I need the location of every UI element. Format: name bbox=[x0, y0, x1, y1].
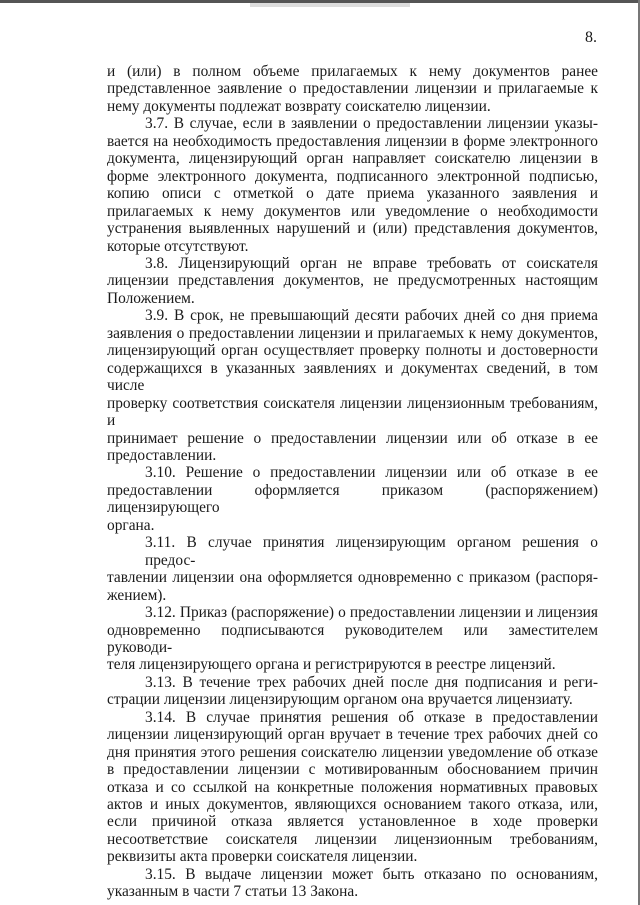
text-line: 3.9. В срок, не превышающий десяти рабочих дней со дня приема bbox=[145, 307, 598, 325]
paragraph bbox=[107, 63, 598, 115]
text-line: указанным в части 7 статьи 13 Закона. bbox=[107, 883, 359, 901]
text-line: проверку соответствия соискателя лицензии лицензионным требованиям, и bbox=[107, 394, 598, 430]
paragraph bbox=[107, 307, 598, 464]
text-line: которые отсутствуют. bbox=[107, 237, 249, 255]
text-line: 3.11. В случае принятия лицензирующим органом решения о предос- bbox=[145, 534, 598, 569]
text-line: органа. bbox=[107, 516, 155, 534]
text-line: теля лицензирующего органа и регистрируются в реестре лицензий. bbox=[107, 656, 556, 674]
text-line: копию описи с отметкой о дате приема указанного заявления и bbox=[107, 185, 598, 203]
scan-artifact bbox=[250, 3, 410, 7]
paragraph bbox=[107, 464, 598, 534]
text-line: 3.15. В выдаче лицензии может быть отказано по основаниям, bbox=[145, 865, 598, 883]
text-line: актов и иных документов, являющихся основанием такого отказа, или, bbox=[107, 796, 598, 814]
text-line: лицензирующий орган осуществляет проверку полноты и достоверности bbox=[107, 342, 598, 360]
text-line: форме электронного документа, подписанного электронной подписью, bbox=[107, 167, 598, 185]
text-line: принимает решение о предоставлении лицензии или об отказе в ее bbox=[107, 429, 598, 447]
text-line: устранения выявленных нарушений и (или) представления документов, bbox=[107, 220, 598, 238]
text-line: страции лицензии лицензирующим органом она вручается лицензиату. bbox=[107, 691, 573, 709]
text-line: вается на необходимость предоставления лицензии в форме электронного bbox=[107, 132, 598, 150]
text-line: 3.12. Приказ (распоряжение) о предоставлении лицензии и лицензия bbox=[145, 604, 598, 622]
text-line: одновременно подписываются руководителем или заместителем руководи- bbox=[107, 621, 598, 656]
text-line: в предоставлении лицензии с мотивированным обоснованием причин bbox=[107, 761, 598, 779]
paragraph bbox=[107, 604, 598, 674]
paragraph bbox=[107, 674, 598, 709]
text-line: 3.10. Решение о предоставлении лицензии или об отказе в ее bbox=[145, 464, 598, 482]
text-line: лицензии лицензирующий орган вручает в течение трех рабочих дней со bbox=[107, 726, 598, 744]
paragraph bbox=[107, 709, 598, 866]
text-line: нему документы подлежат возврату соискателю лицензии. bbox=[107, 97, 491, 115]
paragraph bbox=[107, 534, 598, 604]
text-line: лицензии представления документов, не предусмотренных настоящим bbox=[107, 272, 598, 290]
text-line: жением). bbox=[107, 586, 167, 604]
text-line: представленное заявление о предоставлении лицензии и прилагаемые к bbox=[107, 80, 598, 98]
text-line: отказа и со ссылкой на конкретные положения нормативных правовых bbox=[107, 778, 598, 796]
text-line: 3.14. В случае принятия решения об отказе в предоставлении bbox=[145, 708, 598, 726]
text-line: несоответствие соискателя лицензии лицензионным требованиям, bbox=[107, 830, 598, 848]
text-line: тавлении лицензии она оформляется одновременно с приказом (распоря- bbox=[107, 569, 598, 587]
text-line: если причиной отказа является установленное в ходе проверки bbox=[107, 813, 598, 831]
page-number: 8. bbox=[585, 29, 597, 46]
text-line: предоставлении оформляется приказом (распоряжением) лицензирующего bbox=[107, 481, 598, 517]
text-line: документа, лицензирующий орган направляет соискателю лицензии в bbox=[107, 150, 598, 168]
text-line: и (или) в полном объеме прилагаемых к нему документов ранее bbox=[107, 63, 598, 80]
text-line: Положением. bbox=[107, 289, 195, 307]
text-line: реквизиты акта проверки соискателя лицензии. bbox=[107, 848, 418, 866]
text-line: дня принятия этого решения соискателю лицензии уведомление об отказе bbox=[107, 743, 598, 761]
paragraph bbox=[107, 866, 598, 901]
text-line: заявления о предоставлении лицензии и прилагаемых к нему документов, bbox=[107, 324, 598, 342]
paragraph bbox=[107, 255, 598, 307]
text-line: прилагаемых к нему документов или уведомление о необходимости bbox=[107, 202, 598, 220]
paragraph bbox=[107, 115, 598, 255]
document-body bbox=[107, 63, 598, 901]
text-line: содержащихся в указанных заявлениях и документах сведений, в том числе bbox=[107, 359, 598, 395]
text-line: 3.8. Лицензирующий орган не вправе требовать от соискателя bbox=[145, 254, 598, 272]
text-line: предоставлении. bbox=[107, 446, 217, 464]
text-line: 3.13. В течение трех рабочих дней после дня подписания и реги- bbox=[145, 673, 598, 691]
text-line: 3.7. В случае, если в заявлении о предоставлении лицензии указы- bbox=[145, 115, 598, 133]
